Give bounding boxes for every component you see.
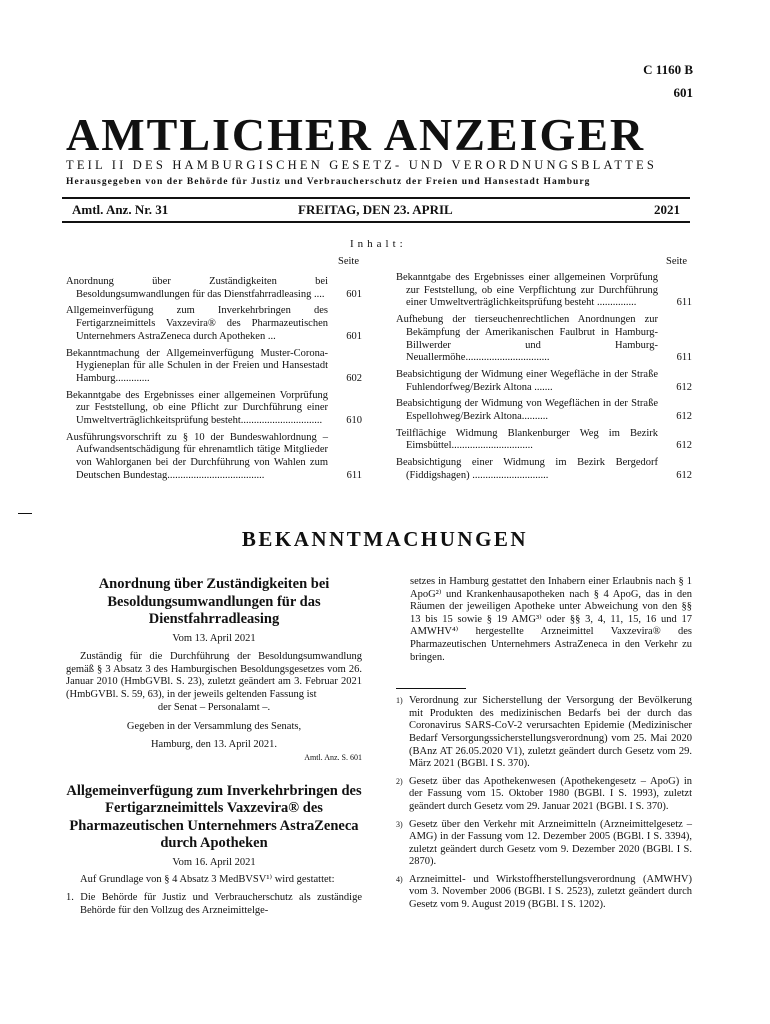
left-article-column (66, 576, 362, 917)
article2-intro: Auf Grundlage von § 4 Absatz 3 MedBVSV¹⁾ wird gestattet: (80, 874, 335, 886)
article2-title: Allgemeinverfügung zum Inverkehrbringen des Fertigarzneimittels Vaxzevira® des Pharmazeutischen Unternehmers AstraZeneca durch Apotheken (66, 782, 362, 852)
masthead-subtitle: TEIL II DES HAMBURGISCHEN GESETZ- UND VERORDNUNGSBLATTES (66, 158, 657, 172)
toc-item[interactable] (396, 369, 692, 394)
toc-item[interactable] (396, 457, 692, 482)
toc-item[interactable] (66, 432, 362, 483)
article2-item1: 1. Die Behörde für Justiz und Verbraucherschutz als zuständige Behörde für den Vollzug des Arzneimittelge- (66, 892, 362, 916)
footnote-text: Verordnung zur Sicherstellung der Versorgung der Bevölkerung mit Produkten des medizinischen Bedarfs bei der durch das Coronavirus SARS-CoV-2 verursachten Epidemie (Medizinischer Bedarf Versorgungssicherstellungsverordnung) vom 25. Mai 2020 (BAnz AT 26.05.2020 V1), zuletzt geändert durch Gesetz vom 29. März 2021 (BGBl. I S. 370). (409, 695, 692, 770)
toc-item[interactable] (66, 276, 362, 301)
toc-item[interactable] (396, 272, 692, 310)
article1-reference: Amtl. Anz. S. 601 (304, 753, 362, 763)
toc-item-page: 601 (346, 330, 362, 342)
toc-item-page: 611 (676, 352, 692, 364)
issue-year: 2021 (654, 202, 680, 217)
toc-item-text: Beabsichtigung der Widmung von Wegeflächen in der Straße Espellohweg/Bezirk Altona.......... (396, 398, 658, 423)
article1-date: Vom 13. April 2021 (172, 632, 256, 644)
footnote (396, 874, 692, 912)
article1-given: Gegeben in der Versammlung des Senats, (126, 721, 302, 733)
toc-item-page: 610 (346, 415, 362, 427)
toc-left-column (66, 276, 362, 487)
toc-item-text: Aufhebung der tierseuchenrechtlichen Anordnungen zur Bekämpfung der Amerikanischen Faulbrut in Hamburg-Billwerder und Hamburg-Neuallermöhe................................ (396, 314, 658, 364)
toc-item[interactable] (66, 348, 362, 386)
toc-seite-left: Seite (338, 256, 359, 267)
footnote-number: 3) (396, 819, 403, 829)
article1-body: Zuständig für die Durchführung der Besoldungsumwandlung gemäß § 3 Absatz 3 des Hamburgischen Besoldungsgesetzes vom 26. Januar 2010 (HmbGVBl. S. 23), zuletzt geändert am 3. Februar 2021 (HmbGVBl. S. 59, 63), in der jeweils geltenden Fassung ist (66, 651, 362, 700)
toc-item[interactable] (66, 305, 362, 343)
section-title: BEKANNTMACHUNGEN (241, 527, 529, 551)
toc-item[interactable] (66, 390, 362, 428)
footnote-text: Arzneimittel- und Wirkstoffherstellungsverordnung (AMWHV) vom 3. November 2006 (BGBl. I S. 2523), zuletzt geändert durch Gesetz vom 9. August 2019 (BGBl. I S. 1202). (409, 873, 692, 911)
margin-mark (18, 513, 32, 514)
right-article-column (396, 576, 692, 917)
footnote-number: 4) (396, 874, 403, 884)
toc-item-text: Bekanntgabe des Ergebnisses einer allgemeinen Vorprüfung zur Feststellung, ob eine Pflicht zur Durchführung einer Umweltverträglichkeitsprüfung besteht............................... (66, 389, 328, 427)
toc-item-page: 602 (346, 372, 362, 384)
article1-place-date: Hamburg, den 13. April 2021. (150, 738, 278, 750)
toc-item-page: 612 (676, 381, 692, 393)
footnote (396, 695, 692, 771)
toc-item-page: 611 (676, 297, 692, 309)
page-number: 601 (673, 85, 693, 100)
toc-item[interactable] (396, 314, 692, 365)
footnote-text: Gesetz über das Apothekenwesen (Apothekengesetz – ApoG) in der Fassung vom 15. Oktober 1980 (BGBl. I S. 1993), zuletzt geändert durch Gesetz vom 29. Januar 2021 (BGBl. I S. 370). (409, 775, 692, 812)
toc-item-text: Teilflächige Widmung Blankenburger Weg im Bezirk Eimsbüttel............................... (396, 427, 658, 452)
article1-title: Anordnung über Zuständigkeiten bei Besoldungsumwandlungen für das Dienstfahrradleasing (98, 576, 330, 627)
toc-right-column (396, 272, 692, 487)
issue-bar (62, 197, 690, 223)
toc-item-text: Anordnung über Zuständigkeiten bei Besoldungsumwandlungen für das Dienstfahrradleasing .... (66, 276, 328, 300)
toc-item-text: Beabsichtigung der Widmung einer Wegefläche in der Straße Fuhlendorfweg/Bezirk Altona ....... (396, 368, 658, 393)
toc-seite-right: Seite (666, 256, 687, 267)
catalog-code: C 1160 B (643, 62, 693, 77)
toc-item[interactable] (396, 398, 692, 423)
publisher-line: Herausgegeben von der Behörde für Justiz und Verbraucherschutz der Freien und Hansestadt Hamburg (66, 177, 591, 187)
toc-item-text: Allgemeinverfügung zum Inverkehrbringen des Fertigarzneimittels Vaxzevira® des Pharmazeutischen Unternehmers AstraZeneca durch Apotheken ... (66, 305, 328, 342)
footnote-number: 2) (396, 776, 403, 786)
toc-item-page: 612 (676, 411, 692, 423)
toc-item-text: Bekanntmachung der Allgemeinverfügung Muster-Corona-Hygieneplan für alle Schulen in der Freien und Hansestadt Hamburg............. (66, 347, 328, 384)
toc-heading: Inhalt: (350, 238, 407, 250)
document-code (643, 58, 693, 104)
issue-number: Amtl. Anz. Nr. 31 (72, 202, 169, 217)
article1-authority: der Senat – Personalamt –. (157, 702, 271, 714)
article2-date: Vom 16. April 2021 (172, 856, 256, 868)
footnote-number: 1) (396, 696, 403, 706)
footnote (396, 776, 692, 814)
toc-item-page: 611 (346, 469, 362, 481)
article2-continuation: setzes in Hamburg gestattet den Inhabern einer Erlaubnis nach § 1 ApoG²⁾ und Krankenhausapotheken nach § 4 ApoG, das in den Räumen der jeweiligen Apotheke unter Abweichung von den §§ 13 bis 15 sowie § 19 AMG³⁾ oder §§ 3, 4, 11, 15, 16 und 17 AMWHV⁴⁾ hergestellte Arzneimittel Vaxzevira® des Pharmazeutischen Unternehmers AstraZeneca in den Verkehr zu bringen. (410, 576, 692, 663)
toc-item-text: Bekanntgabe des Ergebnisses einer allgemeinen Vorprüfung zur Feststellung, ob eine Verpflichtung zur Durchführung einer Umweltverträglichkeitsprüfung besteht ............... (396, 272, 658, 309)
footnote (396, 819, 692, 869)
issue-date: FREITAG, DEN 23. APRIL (298, 202, 453, 217)
footnote-text: Gesetz über den Verkehr mit Arzneimitteln (Arzneimittelgesetz – AMG) in der Fassung vom 12. Dezember 2005 (BGBl. I S. 3394), zuletzt geändert durch Gesetz vom 9. Dezember 2020 (BGBl. I S. 2870). (409, 818, 692, 868)
toc-item[interactable] (396, 428, 692, 453)
toc-item-page: 612 (676, 469, 692, 481)
toc-item-text: Ausführungsvorschrift zu § 10 der Bundeswahlordnung – Aufwandsentschädigung für ehrenamtlich tätige Mitglieder von Wahlorganen bei der Durchführung von Wahlen zum Deutschen Bundestag..................................... (66, 431, 328, 481)
masthead-title: AMTLICHER ANZEIGER (66, 109, 646, 160)
toc-item-page: 612 (676, 440, 692, 452)
footnote-rule (396, 688, 466, 689)
toc-item-text: Beabsichtigung einer Widmung im Bezirk Bergedorf (Fiddigshagen) ............................. (396, 457, 658, 481)
toc-item-page: 601 (346, 288, 362, 300)
